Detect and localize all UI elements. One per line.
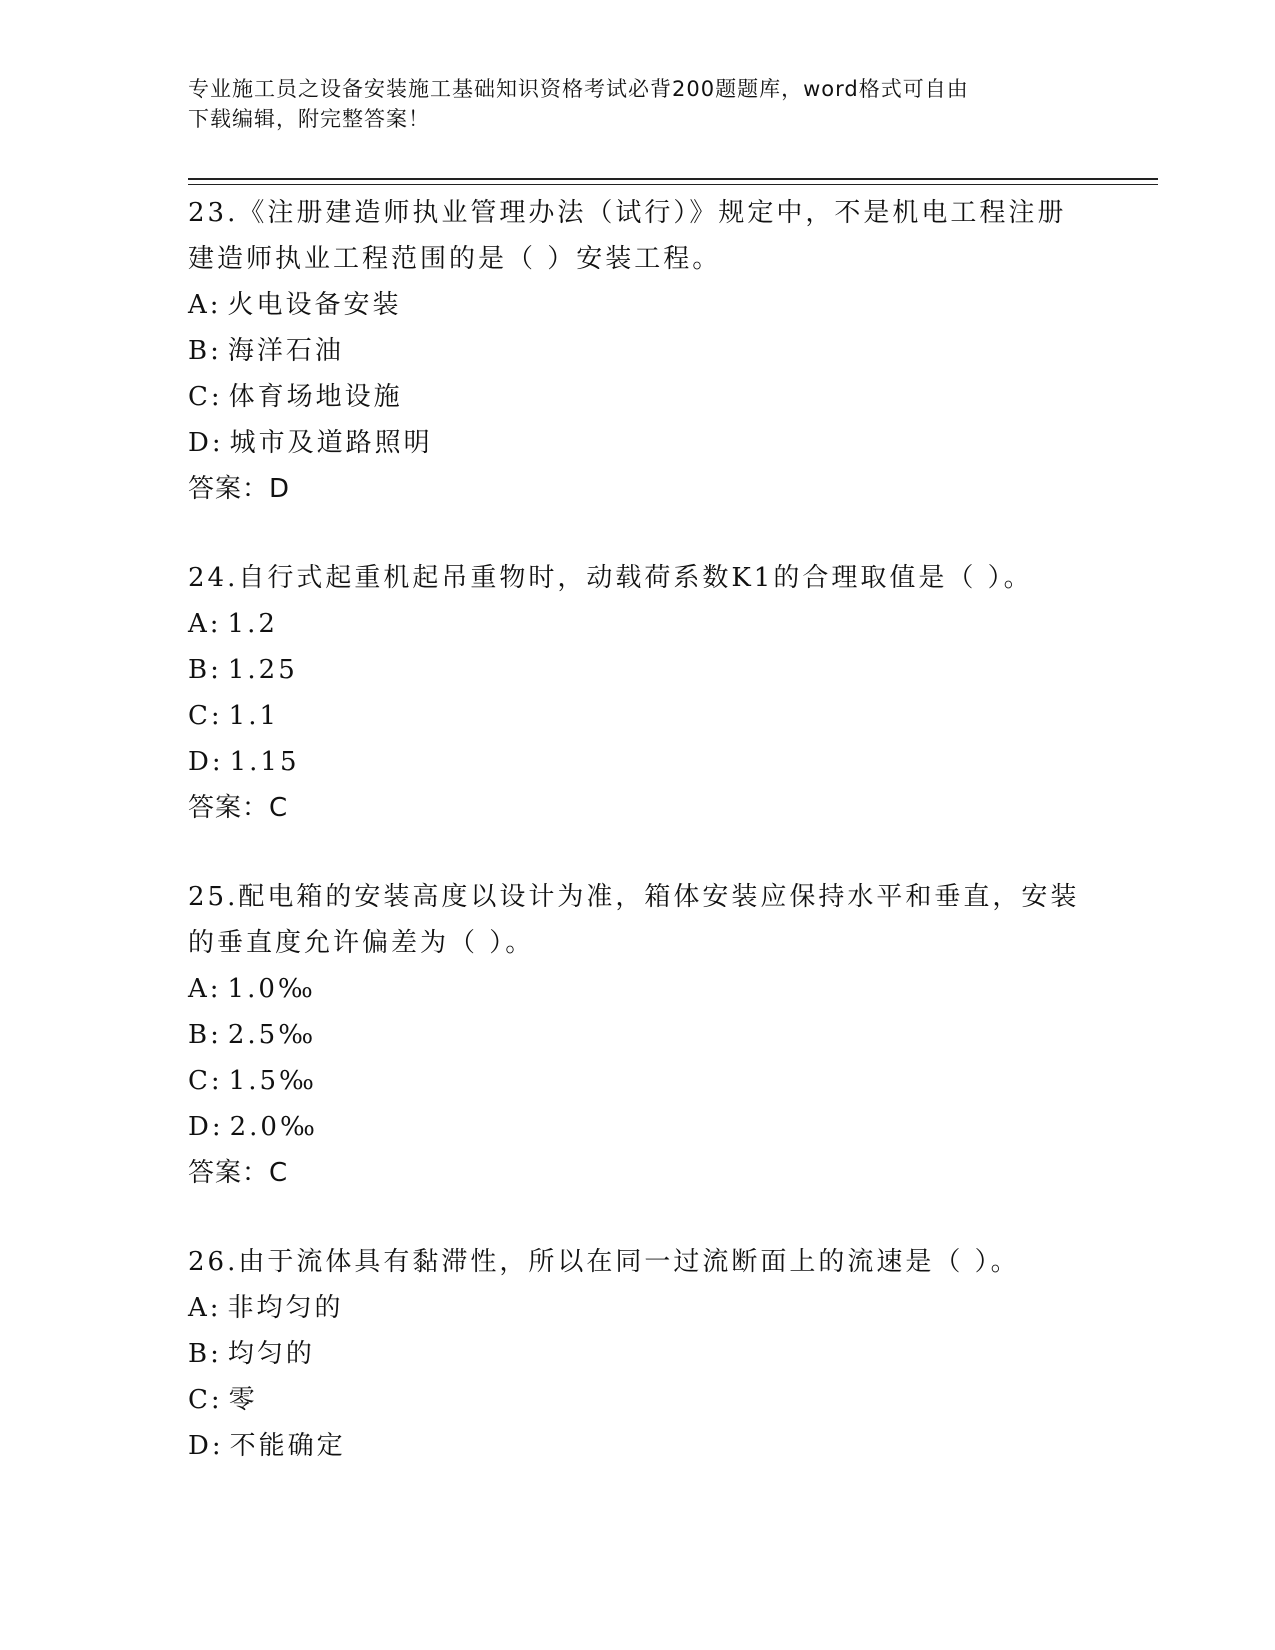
- option-text: 1.5‰: [228, 1066, 317, 1096]
- option-text: 2.5‰: [227, 1020, 317, 1050]
- answer-line: 答案：C: [188, 793, 289, 823]
- option-c: [188, 1377, 1088, 1423]
- question-25: [188, 874, 1088, 1196]
- option-letter: A:: [188, 290, 222, 320]
- option-letter: A:: [188, 974, 222, 1004]
- option-letter: D:: [188, 747, 224, 777]
- question-stem-line: 23.《注册建造师执业管理办法（试行）》规定中，不是机电工程注册: [188, 198, 1067, 228]
- option-a: [188, 601, 1088, 647]
- answer-line: 答案：D: [188, 474, 291, 504]
- option-text: 2.0‰: [229, 1112, 318, 1142]
- option-text: 海洋石油: [227, 336, 344, 366]
- question-23: [188, 190, 1088, 512]
- option-d: [188, 739, 1088, 785]
- option-letter: D:: [188, 1112, 224, 1142]
- option-text: 1.0‰: [227, 974, 316, 1004]
- option-letter: C:: [188, 382, 223, 412]
- header-line-2: 下载编辑，附完整答案！: [188, 107, 430, 131]
- question-24: [188, 555, 1088, 831]
- question-stem-line: 建造师执业工程范围的是（ ）安装工程。: [188, 244, 722, 274]
- question-stem-line: 的垂直度允许偏差为（ ）。: [188, 928, 535, 958]
- option-letter: D:: [188, 428, 224, 458]
- option-text: 1.1: [228, 701, 280, 731]
- question-stem-line: 25.配电箱的安装高度以设计为准，箱体安装应保持水平和垂直，安装: [188, 882, 1080, 912]
- header-divider-thin: [188, 184, 1158, 185]
- option-b: [188, 647, 1088, 693]
- answer-line: 答案：C: [188, 1158, 289, 1188]
- option-letter: B:: [188, 1020, 222, 1050]
- option-letter: B:: [188, 336, 222, 366]
- question-stem-line: 26.由于流体具有黏滞性，所以在同一过流断面上的流速是（ ）。: [188, 1247, 1020, 1277]
- option-text: 均匀的: [227, 1339, 315, 1369]
- question-stem-line: 24.自行式起重机起吊重物时，动载荷系数K1的合理取值是（ ）。: [188, 563, 1033, 593]
- option-d: [188, 420, 1088, 466]
- option-text: 1.2: [227, 609, 278, 639]
- question-26: [188, 1239, 1088, 1469]
- option-a: [188, 966, 1088, 1012]
- option-text: 城市及道路照明: [229, 428, 433, 458]
- option-letter: C:: [188, 701, 223, 731]
- option-letter: A:: [188, 609, 222, 639]
- option-text: 非均匀的: [227, 1293, 344, 1323]
- option-letter: A:: [188, 1293, 222, 1323]
- option-text: 体育场地设施: [228, 382, 403, 412]
- option-text: 火电设备安装: [227, 290, 402, 320]
- option-text: 1.25: [227, 655, 298, 685]
- option-c: [188, 693, 1088, 739]
- header-line-1: 专业施工员之设备安装施工基础知识资格考试必背200题题库，word格式可自由: [188, 77, 969, 101]
- option-d: [188, 1104, 1088, 1150]
- option-c: [188, 1058, 1088, 1104]
- option-letter: B:: [188, 655, 222, 685]
- option-letter: C:: [188, 1066, 223, 1096]
- option-c: [188, 374, 1088, 420]
- option-a: [188, 1285, 1088, 1331]
- option-text: 零: [228, 1385, 258, 1415]
- option-b: [188, 328, 1088, 374]
- document-header: [188, 74, 1088, 134]
- option-letter: C:: [188, 1385, 223, 1415]
- option-text: 不能确定: [229, 1431, 346, 1461]
- option-text: 1.15: [229, 747, 300, 777]
- option-letter: B:: [188, 1339, 222, 1369]
- option-letter: D:: [188, 1431, 224, 1461]
- header-divider-thick: [188, 178, 1158, 180]
- option-b: [188, 1012, 1088, 1058]
- option-d: [188, 1423, 1088, 1469]
- option-a: [188, 282, 1088, 328]
- option-b: [188, 1331, 1088, 1377]
